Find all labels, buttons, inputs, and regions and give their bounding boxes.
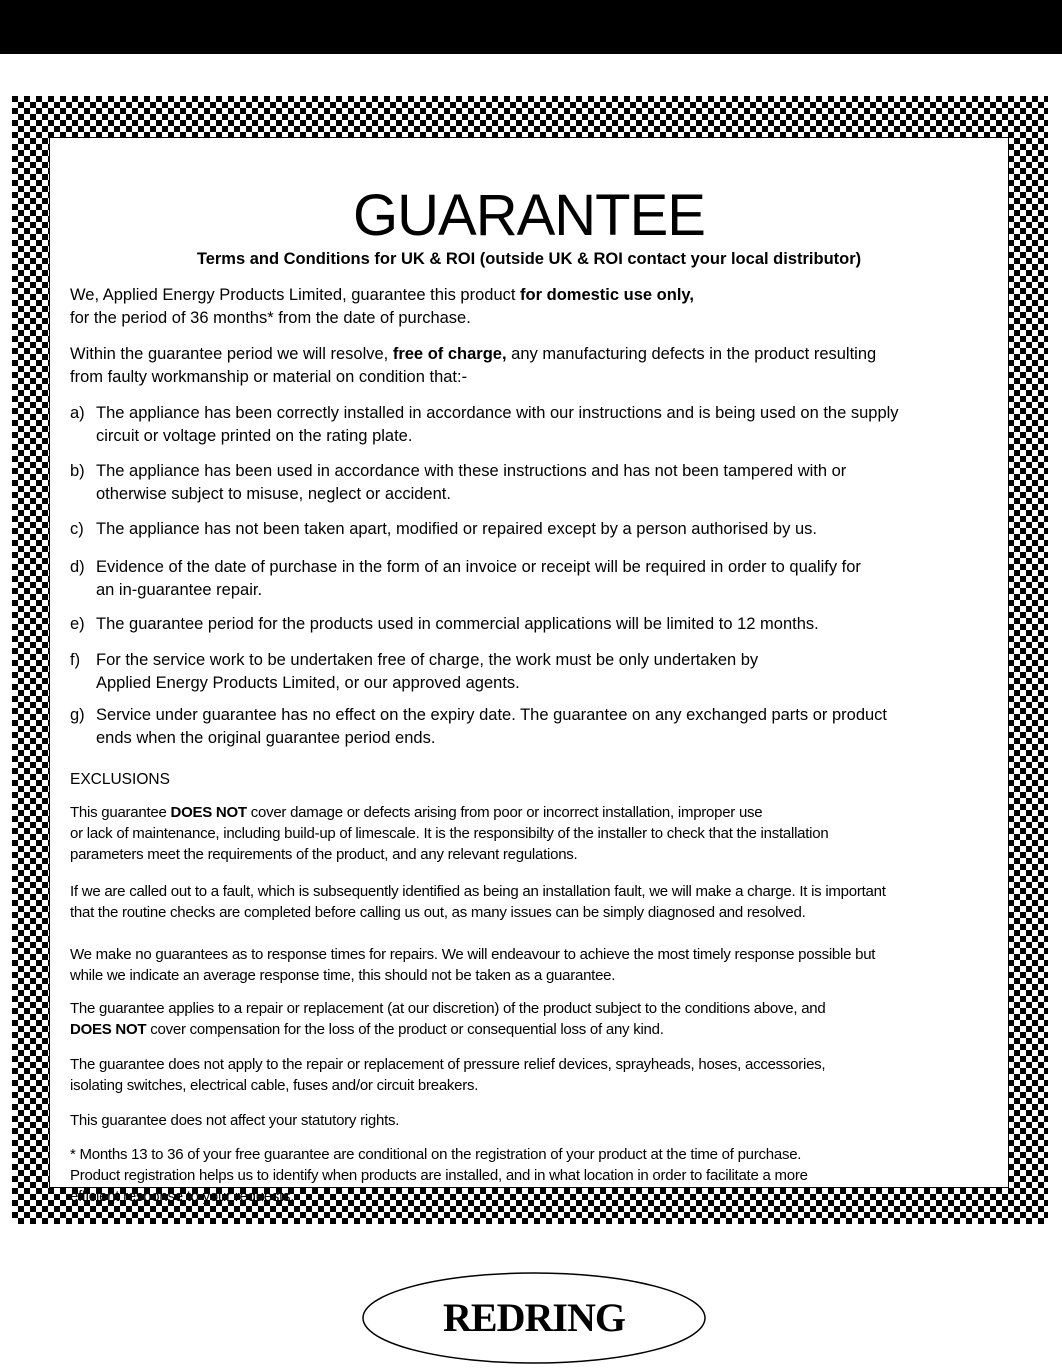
- condition-g: g) Service under guarantee has no effect on the expiry date. The guarantee on any exchanged parts or product ends when the original guarantee period ends.: [70, 704, 887, 750]
- condition-label: a): [70, 404, 85, 422]
- intro-paragraph: We, Applied Energy Products Limited, guarantee this product for domestic use only, for the period of 36 months* from the date of purchase.: [70, 286, 694, 327]
- exclusions-heading: EXCLUSIONS: [70, 771, 170, 788]
- subtitle: Terms and Conditions for UK & ROI (outside UK & ROI contact your local distributor): [196, 250, 862, 268]
- condition-e: e) The guarantee period for the products used in commercial applications will be limited to 12 months.: [70, 613, 819, 636]
- diamond-pattern-border: [12, 96, 1048, 1224]
- logo-text: REDRING: [443, 1295, 625, 1340]
- condition-c: c) The appliance has not been taken apart, modified or repaired except by a person authorised by us.: [70, 518, 817, 541]
- exclusion-callout-charge: If we are called out to a fault, which is subsequently identified as being an installation fault, we will make a charge. It is important that the routine checks are completed before calling us out, as many issues can be simply diagnosed and resolved.: [70, 883, 886, 921]
- condition-b: b) The appliance has been used in accordance with these instructions and has not been tampered with or otherwise subject to misuse, neglect or accident.: [70, 460, 846, 506]
- guarantee-panel: [49, 137, 1009, 1205]
- condition-d: d) Evidence of the date of purchase in the form of an invoice or receipt will be required in order to qualify for an in-guarantee repair.: [70, 556, 861, 602]
- condition-label: c): [70, 520, 84, 538]
- condition-label: b): [70, 462, 85, 480]
- exclusion-parts: The guarantee does not apply to the repair or replacement of pressure relief devices, sprayheads, hoses, accessories, isolating switches, electrical cable, fuses and/or circuit breakers.: [70, 1056, 826, 1094]
- top-black-bar: [0, 0, 1062, 54]
- resolve-paragraph: Within the guarantee period we will resolve, free of charge, any manufacturing defects in the product resulting from faulty workmanship or material on condition that:-: [70, 345, 877, 386]
- page-title: GUARANTEE: [353, 183, 705, 248]
- condition-label: d): [70, 558, 85, 576]
- statutory-rights: This guarantee does not affect your statutory rights.: [70, 1112, 400, 1129]
- condition-label: g): [70, 706, 85, 724]
- exclusion-installation: This guarantee DOES NOT cover damage or defects arising from poor or incorrect installation, improper use or lack of maintenance, including build-up of limescale. It is the responsibilty of the installer to check that the installation parameters meet the requirements of the product, and any relevant regulations.: [70, 804, 829, 863]
- footnote: * Months 13 to 36 of your free guarantee are conditional on the registration of your product at the time of purchase. Product registration helps us to identify when products are installed, and in what location in order to facilitate a more efficient response to your requests.: [70, 1146, 808, 1205]
- redring-logo: [360, 1270, 708, 1366]
- exclusion-response-times: We make no guarantees as to response times for repairs. We will endeavour to achieve the most timely response possible but while we indicate an average response time, this should not be taken as a guarantee.: [70, 946, 876, 984]
- condition-f: f) For the service work to be undertaken free of charge, the work must be only undertaken by Applied Energy Products Limited, or our approved agents.: [70, 649, 758, 695]
- condition-label: e): [70, 615, 85, 633]
- condition-label: f): [70, 651, 81, 669]
- exclusion-compensation: The guarantee applies to a repair or replacement (at our discretion) of the product subject to the conditions above, and DOES NOT cover compensation for the loss of the product or consequential loss of any kind.: [70, 1000, 826, 1038]
- condition-a: a) The appliance has been correctly installed in accordance with our instructions and is being used on the supply circuit or voltage printed on the rating plate.: [70, 402, 899, 448]
